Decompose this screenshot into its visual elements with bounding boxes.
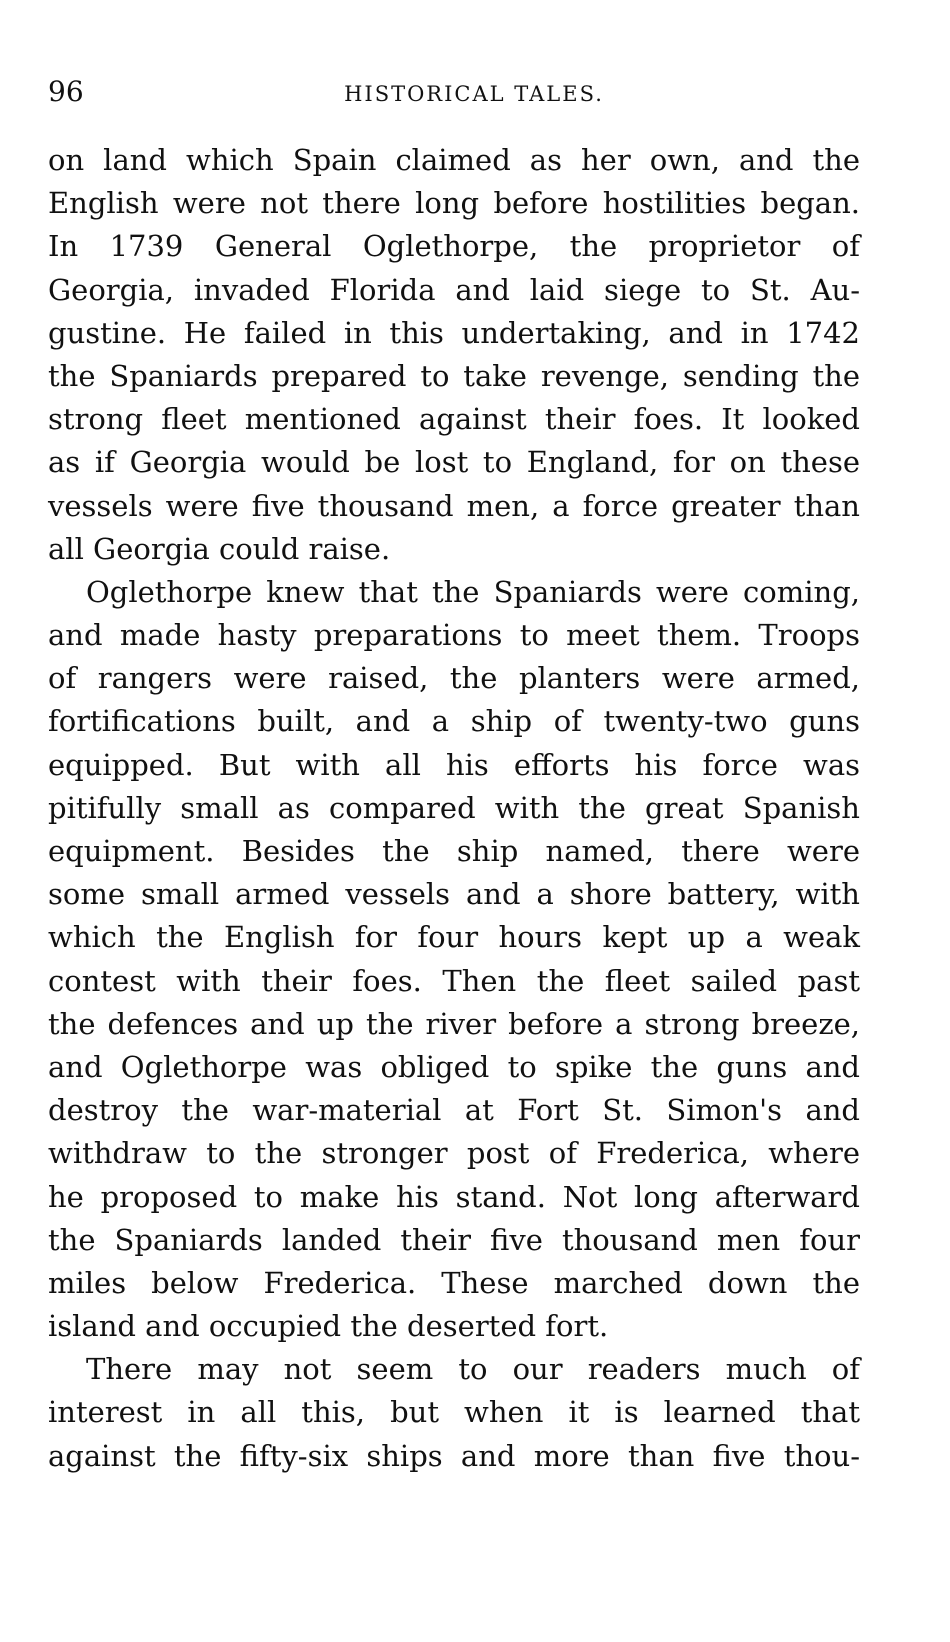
text-line: island and occupied the deserted fort. bbox=[48, 1309, 609, 1344]
text-line: of rangers were raised, the planters were armed, bbox=[48, 661, 860, 696]
paragraph-2 bbox=[48, 571, 860, 1348]
text-line: interest in all this, but when it is learned that bbox=[48, 1395, 860, 1430]
text-line: and made hasty preparations to meet them. Troops bbox=[48, 618, 860, 653]
text-line: Georgia, invaded Florida and laid siege to St. Au- bbox=[48, 272, 860, 307]
text-line: There may not seem to our readers much of bbox=[86, 1352, 860, 1387]
text-line: the defences and up the river before a strong breeze, bbox=[48, 1006, 860, 1041]
text-line: equipped. But with all his efforts his force was bbox=[48, 747, 860, 782]
text-line: gustine. He failed in this undertaking, and in 1742 bbox=[48, 315, 860, 350]
text-line: some small armed vessels and a shore battery, with bbox=[48, 877, 860, 912]
text-line: equipment. Besides the ship named, there were bbox=[48, 834, 860, 868]
paragraph-1 bbox=[48, 139, 860, 571]
text-line: on land which Spain claimed as her own, and the bbox=[48, 143, 860, 177]
text-line: miles below Frederica. These marched down the bbox=[48, 1265, 860, 1300]
text-line: the Spaniards prepared to take revenge, sending the bbox=[48, 358, 860, 393]
text-line: and Oglethorpe was obliged to spike the guns and bbox=[48, 1049, 860, 1084]
page-number: 96 bbox=[48, 75, 84, 108]
text-line: withdraw to the stronger post of Frederica, where bbox=[48, 1136, 860, 1171]
running-head bbox=[48, 72, 860, 112]
text-line: which the English for four hours kept up a weak bbox=[48, 920, 860, 955]
text-line: Oglethorpe knew that the Spaniards were coming, bbox=[86, 574, 860, 609]
text-line: vessels were five thousand men, a force greater than bbox=[48, 488, 860, 523]
text-line: against the fifty-six ships and more than five thou- bbox=[48, 1438, 860, 1473]
paragraph-3 bbox=[48, 1348, 860, 1478]
text-line: destroy the war-material at Fort St. Simon's and bbox=[48, 1093, 860, 1128]
text-line: fortifications built, and a ship of twenty-two guns bbox=[48, 704, 860, 739]
text-line: he proposed to make his stand. Not long afterward bbox=[48, 1179, 860, 1214]
running-title: HISTORICAL TALES. bbox=[344, 82, 604, 106]
text-line: contest with their foes. Then the fleet sailed past bbox=[48, 963, 860, 998]
text-line: English were not there long before hostilities began. bbox=[48, 186, 860, 221]
text-line: the Spaniards landed their five thousand men four bbox=[48, 1222, 860, 1257]
text-line: strong fleet mentioned against their foes. It looked bbox=[48, 402, 860, 437]
text-line: all Georgia could raise. bbox=[48, 531, 391, 566]
text-line: pitifully small as compared with the great Spanish bbox=[48, 790, 860, 825]
body-text bbox=[48, 139, 860, 1478]
text-line: as if Georgia would be lost to England, for on these bbox=[48, 445, 860, 480]
text-line: In 1739 General Oglethorpe, the proprietor of bbox=[48, 229, 860, 264]
